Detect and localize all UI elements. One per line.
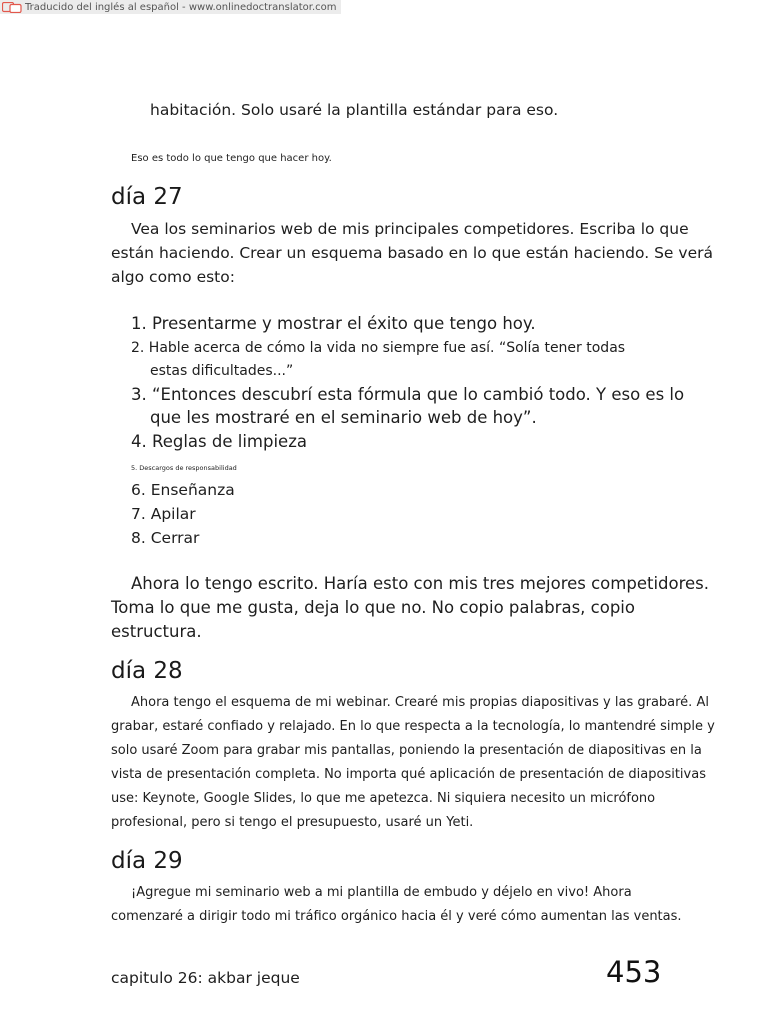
day-28-paragraph-line: grabar, estaré confiado y relajado. En lo que respecta a la tecnología, lo mantendré simple y xyxy=(111,719,715,734)
chapter-footer: capitulo 26: akbar jeque xyxy=(111,969,300,987)
list-item: 1. Presentarme y mostrar el éxito que tengo hoy. xyxy=(131,314,536,333)
list-item: 5. Descargos de responsabilidad xyxy=(131,464,237,472)
day-29-paragraph-line: comenzaré a dirigir todo mi tráfico orgánico hacia él y veré cómo aumentan las ventas. xyxy=(111,909,682,924)
day-28-paragraph-line: profesional, pero si tengo el presupuesto, usaré un Yeti. xyxy=(111,815,474,830)
list-item: 2. Hable acerca de cómo la vida no siempre fue así. “Solía tener todas xyxy=(131,340,626,356)
day-29-paragraph-line: ¡Agregue mi seminario web a mi plantilla de embudo y déjelo en vivo! Ahora xyxy=(131,885,632,900)
translator-logo-icon xyxy=(2,2,22,13)
list-item-continuation: que les mostraré en el seminario web de hoy”. xyxy=(150,408,537,427)
day-28-paragraph-line: vista de presentación completa. No importa qué aplicación de presentación de diapositivas xyxy=(111,767,706,782)
translation-banner[interactable] xyxy=(0,0,341,14)
day-27-paragraph-line: están haciendo. Crear un esquema basado en lo que están haciendo. Se verá xyxy=(111,244,713,262)
day-29-heading: día 29 xyxy=(111,848,183,874)
day-27-paragraph-line: algo como esto: xyxy=(111,268,235,286)
list-item: 7. Apilar xyxy=(131,505,196,523)
day-28-heading: día 28 xyxy=(111,658,183,684)
list-item: 3. “Entonces descubrí esta fórmula que lo cambió todo. Y eso es lo xyxy=(131,385,685,404)
intro-line: habitación. Solo usaré la plantilla estándar para eso. xyxy=(150,101,559,119)
day-27-paragraph-line: Vea los seminarios web de mis principales competidores. Escriba lo que xyxy=(131,220,689,238)
day-27-closing-line: Toma lo que me gusta, deja lo que no. No copio palabras, copio xyxy=(111,598,635,617)
page-number: 453 xyxy=(606,955,662,989)
list-item-continuation: estas dificultades...” xyxy=(150,363,294,379)
day-28-paragraph-line: use: Keynote, Google Slides, lo que me apetezca. Ni siquiera necesito un micrófono xyxy=(111,791,656,806)
list-item: 4. Reglas de limpieza xyxy=(131,432,307,451)
day-27-heading: día 27 xyxy=(111,184,183,210)
note-line: Eso es todo lo que tengo que hacer hoy. xyxy=(131,153,332,164)
day-28-paragraph-line: solo usaré Zoom para grabar mis pantallas, poniendo la presentación de diapositivas en la xyxy=(111,743,702,758)
day-28-paragraph-line: Ahora tengo el esquema de mi webinar. Crearé mis propias diapositivas y las grabaré. Al xyxy=(131,695,709,710)
day-27-closing-line: Ahora lo tengo escrito. Haría esto con mis tres mejores competidores. xyxy=(131,574,710,593)
banner-text: Traducido del inglés al español - www.onlinedoctranslator.com xyxy=(25,1,337,13)
day-27-closing-line: estructura. xyxy=(111,622,202,641)
list-item: 6. Enseñanza xyxy=(131,481,235,499)
list-item: 8. Cerrar xyxy=(131,529,200,547)
